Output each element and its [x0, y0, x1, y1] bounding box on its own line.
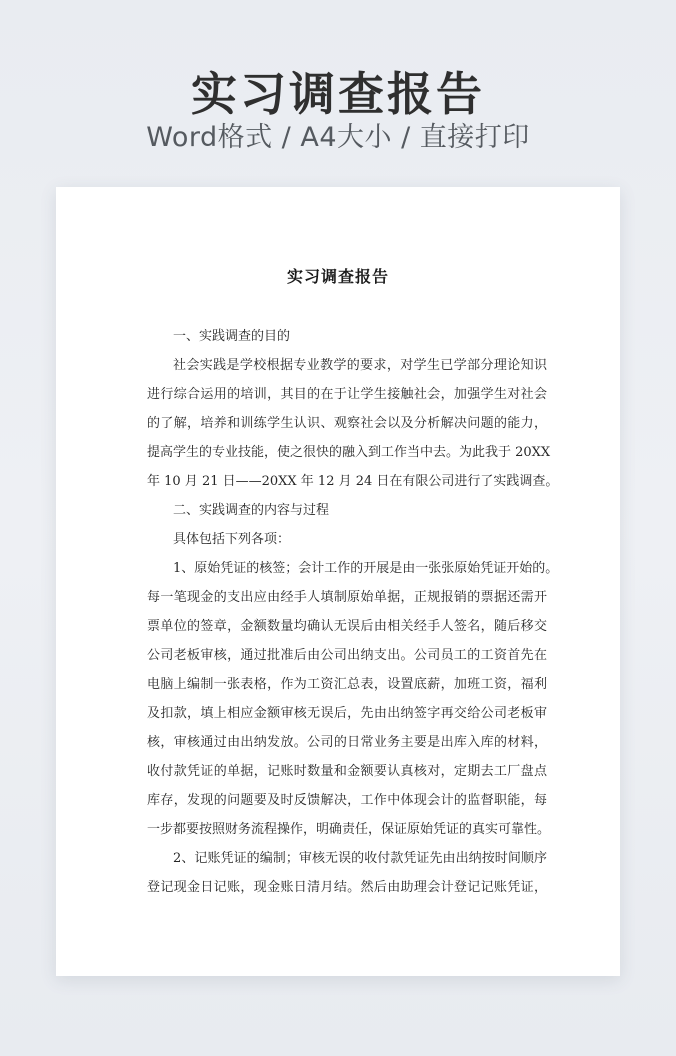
document-line: 2、记账凭证的编制；审核无误的收付款凭证先由出纳按时间顺序	[173, 851, 547, 866]
banner-title: 实习调查报告	[191, 67, 485, 121]
document-line: 提高学生的专业技能，使之很快的融入到工作当中去。为此我于 20XX	[147, 445, 551, 460]
document-line: 核，审核通过由出纳发放。公司的日常业务主要是出库入库的材料，	[147, 735, 547, 750]
document-line: 票单位的签章，金额数量均确认无误后由相关经手人签名，随后移交	[147, 619, 547, 634]
document-title: 实习调查报告	[286, 267, 389, 286]
document-line: 收付款凭证的单据，记账时数量和金额要认真核对，定期去工厂盘点	[147, 764, 547, 779]
document-line: 每一笔现金的支出应由经手人填制原始单据，正规报销的票据还需开	[147, 590, 547, 605]
document-line: 一步都要按照财务流程操作，明确责任，保证原始凭证的真实可靠性。	[147, 822, 551, 837]
document-line: 社会实践是学校根据专业教学的要求，对学生已学部分理论知识	[173, 358, 547, 373]
document-line: 1、原始凭证的核签；会计工作的开展是由一张张原始凭证开始的。	[173, 561, 559, 576]
document-line: 一、实践调查的目的	[173, 329, 291, 344]
document-line: 公司老板审核，通过批准后由公司出纳支出。公司员工的工资首先在	[147, 648, 547, 663]
document-line: 年 10 月 21 日——20XX 年 12 月 24 日在有限公司进行了实践调查。	[147, 474, 559, 489]
banner-subtitle: Word格式 / A4大小 / 直接打印	[146, 122, 530, 153]
document-line: 登记现金日记账，现金账日清月结。然后由助理会计登记记账凭证，	[147, 880, 547, 895]
document-line: 具体包括下列各项：	[173, 532, 291, 547]
document-line: 及扣款，填上相应金额审核无误后，先由出纳签字再交给公司老板审	[147, 706, 547, 721]
document-line: 二、实践调查的内容与过程	[173, 503, 330, 518]
document-line: 进行综合运用的培训，其目的在于让学生接触社会，加强学生对社会	[147, 387, 547, 402]
document-line: 的了解，培养和训练学生认识、观察社会以及分析解决问题的能力，	[147, 416, 547, 431]
document-page	[56, 187, 620, 976]
document-line: 电脑上编制一张表格，作为工资汇总表，设置底薪，加班工资，福利	[147, 677, 547, 692]
document-body	[147, 322, 559, 902]
document-line: 库存，发现的问题要及时反馈解决，工作中体现会计的监督职能，每	[147, 793, 547, 808]
